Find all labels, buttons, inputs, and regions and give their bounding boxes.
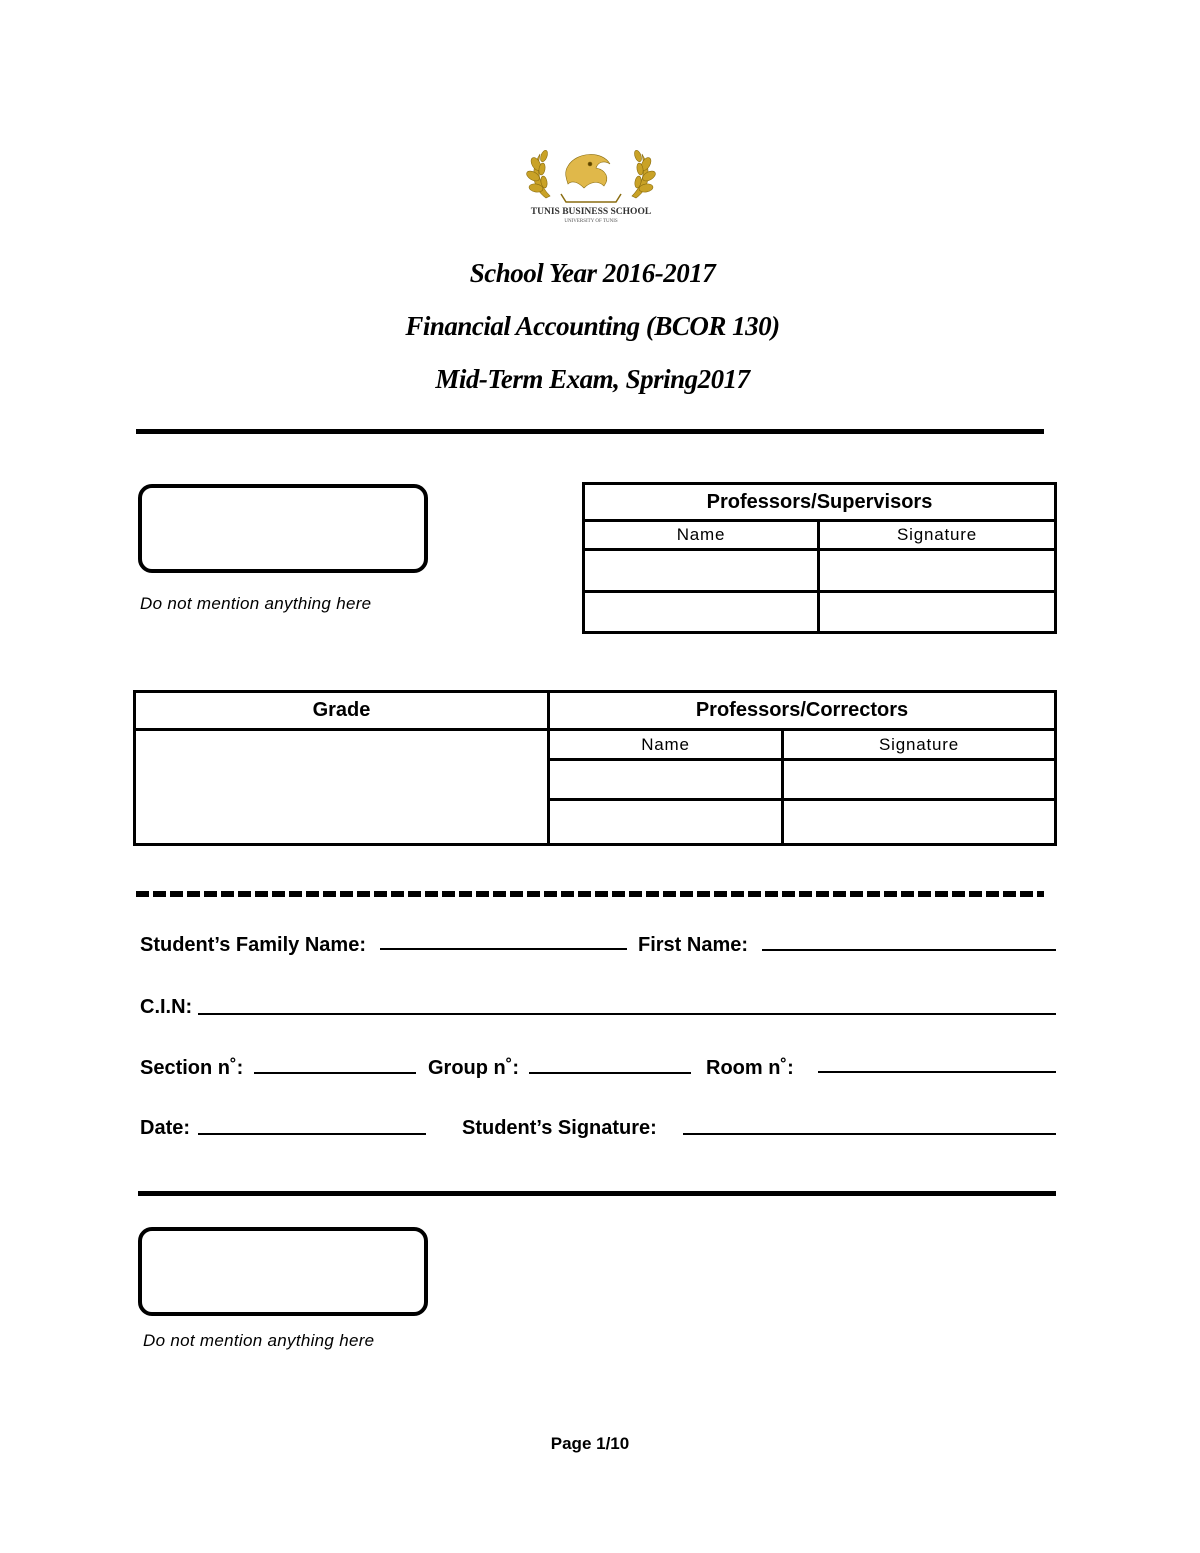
- corrector-name-cell: [549, 760, 783, 800]
- supervisor-signature-cell: [819, 592, 1056, 633]
- anonymous-code-box-bottom: [138, 1227, 428, 1316]
- header-divider: [136, 429, 1044, 434]
- section-label: Section n˚:: [140, 1057, 244, 1079]
- corrector-signature-cell: [783, 760, 1056, 800]
- logo-wordmark: TUNIS BUSINESS SCHOOL: [530, 207, 652, 217]
- first-name-label: First Name:: [638, 934, 749, 956]
- date-field[interactable]: [198, 1133, 426, 1135]
- first-name-field[interactable]: [762, 949, 1056, 951]
- supervisor-name-cell: [584, 592, 819, 633]
- supervisor-name-cell: [584, 550, 819, 592]
- corrector-name-cell: [549, 800, 783, 845]
- section-field[interactable]: [254, 1072, 416, 1074]
- cut-line: [136, 891, 1044, 897]
- supervisors-header: Professors/Supervisors: [584, 484, 1056, 521]
- page-number: Page 1/10: [550, 1434, 630, 1453]
- student-signature-field[interactable]: [683, 1133, 1056, 1135]
- supervisor-signature-cell: [819, 550, 1056, 592]
- school-logo: [506, 136, 676, 228]
- date-label: Date:: [140, 1117, 191, 1139]
- supervisors-name-header: Name: [584, 521, 819, 550]
- anonymous-code-box-top: [138, 484, 428, 573]
- family-name-field[interactable]: [380, 948, 627, 950]
- footer-divider: [138, 1191, 1056, 1196]
- group-field[interactable]: [529, 1072, 691, 1074]
- grade-cell: [135, 730, 549, 845]
- correctors-signature-header: Signature: [783, 730, 1056, 760]
- correctors-header: Professors/Correctors: [549, 692, 1056, 730]
- note-top: Do not mention anything here: [140, 594, 372, 613]
- grade-header: Grade: [135, 692, 549, 730]
- school-year-title: School Year 2016-2017: [469, 258, 716, 288]
- supervisors-signature-header: Signature: [819, 521, 1056, 550]
- course-title: Financial Accounting (BCOR 130): [405, 311, 780, 341]
- cin-field[interactable]: [198, 1013, 1056, 1015]
- corrector-signature-cell: [783, 800, 1056, 845]
- room-label: Room n˚:: [706, 1057, 794, 1079]
- family-name-label: Student’s Family Name:: [140, 934, 366, 956]
- logo-subtitle: UNIVERSITY OF TUNIS: [564, 219, 618, 224]
- supervisors-table: [582, 482, 1057, 634]
- room-field[interactable]: [818, 1071, 1056, 1073]
- note-bottom: Do not mention anything here: [143, 1331, 375, 1350]
- student-signature-label: Student’s Signature:: [462, 1117, 657, 1139]
- correctors-name-header: Name: [549, 730, 783, 760]
- exam-title: Mid-Term Exam, Spring2017: [435, 364, 750, 394]
- grade-table: [133, 690, 1057, 846]
- cin-label: C.I.N:: [140, 996, 193, 1018]
- group-label: Group n˚:: [428, 1057, 520, 1079]
